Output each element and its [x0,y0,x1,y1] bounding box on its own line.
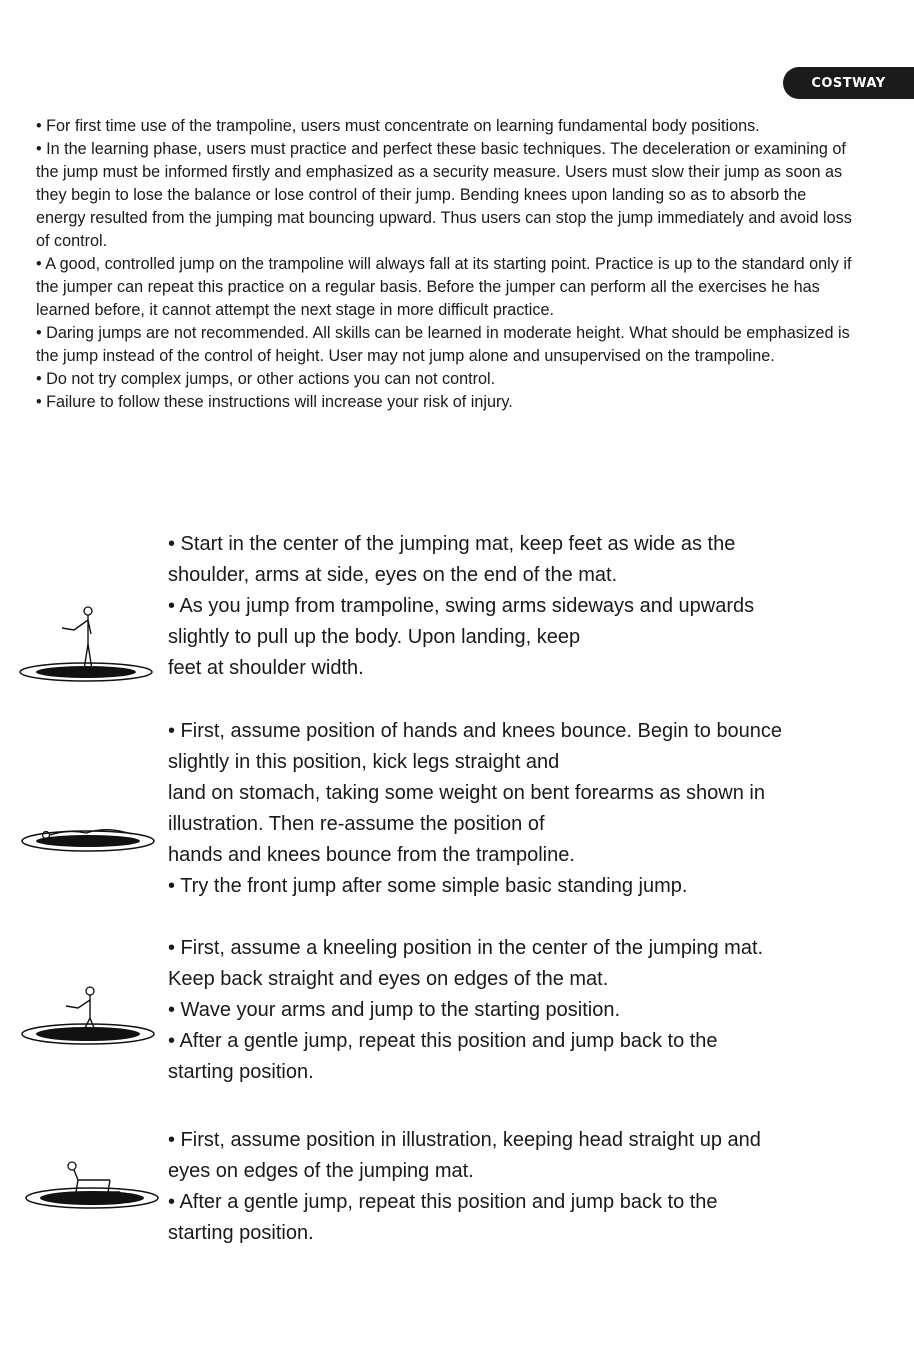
brand-name: COSTWAY [811,75,886,91]
section-line: Keep back straight and eyes on edges of the mat. [168,968,609,990]
front-drop-section [168,716,868,902]
section-line: • First, assume position of hands and knees bounce. Begin to bounce [168,720,783,742]
section-line: eyes on edges of the jumping mat. [168,1160,474,1182]
hands-knees-jump-section [168,1125,868,1249]
section-line: • After a gentle jump, repeat this position and jump back to the [168,1191,718,1213]
hands-knees-jump-icon [24,1158,160,1214]
instruction-item: • Do not try complex jumps, or other actions you can not control. [36,370,496,388]
instruction-item: • Failure to follow these instructions will increase your risk of injury. [36,393,513,411]
instruction-item: • In the learning phase, users must practice and perfect these basic techniques. The deceleration or examining of the jump must be informed firstly and emphasized as a security measure. Users must slow their jump as soon as they begin to lose the balance or lose control of their jump. Bending knees upon landing so as to absorb the energy resulted from the jumping mat bouncing upward. Thus users can stop the jump immediately and avoid loss of control. [36,140,852,250]
brand-logo [783,67,914,99]
standing-jump-section [168,529,868,684]
section-line: slightly in this position, kick legs straight and [168,751,560,773]
section-line: • Start in the center of the jumping mat, keep feet as wide as the [168,533,736,555]
section-line: shoulder, arms at side, eyes on the end of the mat. [168,564,618,586]
section-line: • As you jump from trampoline, swing arms sideways and upwards [168,595,755,617]
kneeling-jump-icon [20,984,156,1050]
section-line: starting position. [168,1222,314,1244]
section-line: • First, assume a kneeling position in the center of the jumping mat. [168,937,764,959]
section-line: • Wave your arms and jump to the starting position. [168,999,621,1021]
section-line: hands and knees bounce from the trampoline. [168,844,575,866]
section-line: • After a gentle jump, repeat this position and jump back to the [168,1030,718,1052]
front-drop-icon [20,815,156,861]
safety-instructions [36,115,856,414]
section-line: • Try the front jump after some simple basic standing jump. [168,875,688,897]
section-line: illustration. Then re-assume the position of [168,813,545,835]
instruction-item: • A good, controlled jump on the trampoline will always fall at its starting point. Practice is up to the standard only if the jumper can repeat this practice on a regular basis. Before the jumper can perform all the exercises he has learned before, it cannot attempt the next stage in more difficult practice. [36,255,852,319]
section-line: feet at shoulder width. [168,657,364,679]
standing-jump-icon [18,598,154,686]
section-line: • First, assume position in illustration, keeping head straight up and [168,1129,761,1151]
kneeling-jump-section [168,933,868,1088]
section-line: land on stomach, taking some weight on bent forearms as shown in [168,782,765,804]
section-line: slightly to pull up the body. Upon landing, keep [168,626,581,648]
instruction-item: • For first time use of the trampoline, users must concentrate on learning fundamental body positions. [36,117,760,135]
instruction-item: • Daring jumps are not recommended. All skills can be learned in moderate height. What should be emphasized is the jump instead of the control of height. User may not jump alone and unsupervised on the trampoline. [36,324,850,365]
section-line: starting position. [168,1061,314,1083]
